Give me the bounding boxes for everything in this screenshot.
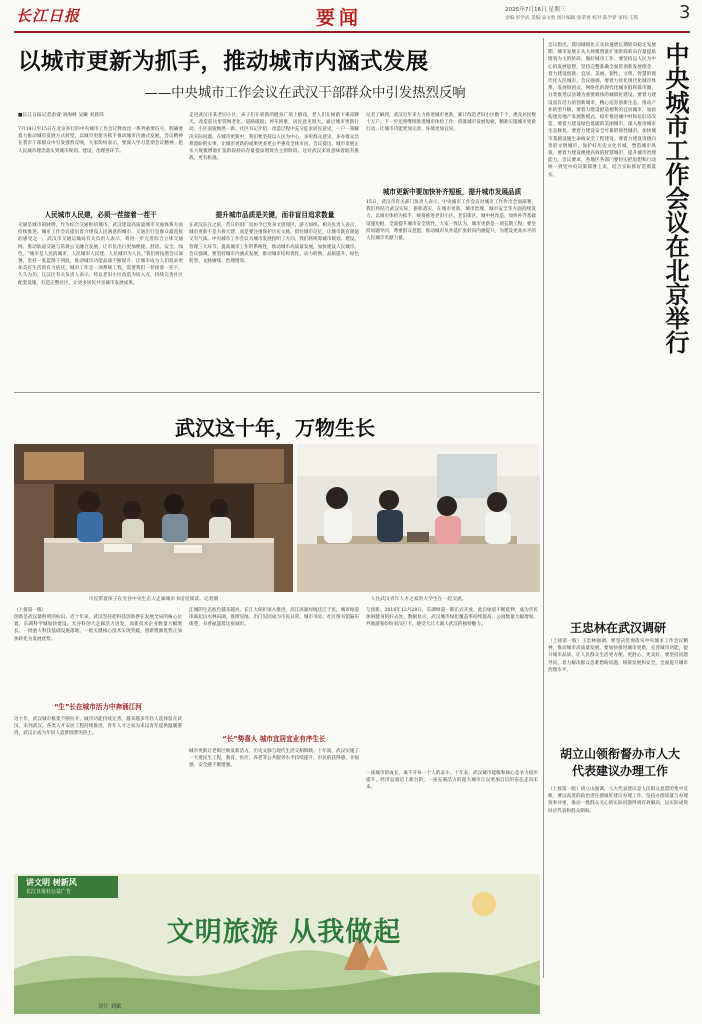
sidebar-item3-headline: 胡立山领衔督办市人大代表建议办理工作: [559, 747, 680, 778]
psa-banner: [14, 874, 540, 1014]
lead-col2-text2: 在武汉长江之滨，昔日的旧厂房如今已变身文创园区，游人如织。相关负责人表示，城市更新不是大拆大建，而是要注重保护历史文脉，留住城市记忆，让城市既有颜值又有气质。中央城市工作会议为城市发展指明了方向。我们将统筹城市规划、建设、管理三大环节，提高城市工作的系统性，推动城市高质量发展，加快建设人民城市。会议强调，要坚持城市内涵式发展，推动城市结构优化、动力转换、品质提升、绿色转型、文脉赓续、治理增效。: [189, 223, 359, 265]
psa-tag-sponsor: 长江日报社公益广告: [26, 889, 72, 895]
psa-tag-title: 讲文明 树新风: [26, 878, 77, 887]
lead-headline: 以城市更新为抓手，推动城市内涵式发展: [18, 49, 429, 75]
psa-credit: 设计 刘斌: [98, 1004, 122, 1010]
lead-subhead: ——中央城市工作会议在武汉干部群众中引发热烈反响: [144, 86, 466, 101]
lead-byline: ■长江日报记者余睿 刘海峰 吴曦 刘晨玮: [18, 113, 104, 118]
sidebar-item3-text: （上接第一版）胡立山强调，人大代表建议是人民群众意愿的集中反映，要以高度的政治责任感做好建议办理工作，坚持办理质量与办理效率并重，推动一批群众关心的实际问题得到有效解决，以实际成效回应代表和群众期盼。: [548, 787, 688, 814]
lead-col3-subhead: 城市更新中要加快补齐短板，提升城市发展品质: [382, 188, 522, 196]
page-number: 3: [679, 2, 691, 23]
feature-headline: 武汉这十年，万物生长: [175, 416, 375, 440]
photo-caption-right: 人住武汉青年人才之家的大学生在一起交流。: [370, 597, 467, 602]
editor-credits: 责编:彭学武 美编:宋文胜 图片编辑:张荣勇 校对:陈学梦 审校:王琪: [505, 16, 639, 21]
masthead-rule: [14, 31, 690, 33]
section-title: 要闻: [316, 7, 363, 29]
lead-col3-text: 记者了解到，武汉近年来大力推进城市更新，累计改造老旧小区数千个，惠及居民数十万户。下一步还将继续推进城市体检工作，找准城市发展短板，精准实施城市更新行动，让城市功能更加完善、环境更加宜居。: [366, 113, 536, 133]
masthead: [0, 0, 702, 32]
photo-youth-talent-house: [297, 444, 540, 592]
sidebar-item2-text: （上接第一版）王忠林强调，要坚决贯彻落实中央城市工作会议精神，推动城市高质量发展。要加快推进城市更新，完善城市功能，提升城市品质，让人民群众生活更方便、更舒心、更美好。要坚持问题导向，着力解决群众急难愁盼问题，统筹发展和安全，全面提升城市治理水平。: [548, 639, 688, 673]
sidebar-item2-headline: 王忠林在武汉调研: [569, 621, 666, 635]
lead-col1-text: 交通是城市的脉搏。作为综合交通枢纽城市，武汉建设高质量城市交通体系方面持续推进。城市工作会议提出着力建设人民满意的城市，交通出行是群众最直接的感受之一。武汉市交通运输局有关负责人表示，将进一步完善综合立体交通网，推动轨道交通与常规公交融合发展，让市民出行更加便捷、舒适、安全、绿色。“城市是人民的城市，人民城市人民建、人民城市为人民。”我们将按照会议部署，坚持一张蓝图干到底，推动城市功能品质不断提升，让城市成为人们追求更加美好生活的有力依托。城市工作是一项系统工程，需要我们一茬接着一茬干，久久为功。江汉区有关负责人表示，将以老旧小区改造为切入点，持续完善社区配套设施，打造完整社区，让更多居民共享城市发展成果。: [18, 223, 183, 286]
lead-col2-text: 走进武汉市某老旧小区，孩子们在崭新的健身广场上嬉戏，老人们在树荫下乘凉聊天。改造前这里管网老化、道路破损、停车困难，居民意见很大。通过城市更新行动，小区面貌焕然一新。社区书记介绍，改造过程中充分征求居民意见，一户一策解决实际问题。在城市更新中，我们要坚持以人民为中心，多听群众意见，多办群众急难愁盼的实事，让城市更新的成果更多更公平惠及全体市民。会议提出，城市发展正从大规模增量扩张阶段转向存量提质增效为主的阶段。这对武汉来说意味着既有挑战，更有机遇。: [189, 113, 359, 162]
photo-city-library: [14, 444, 293, 592]
sidebar-headline: 中央城市工作会议在北京举行: [661, 42, 689, 354]
issue-date: 2025年7月16日 星期三: [505, 7, 566, 13]
feature-col3-text2: 一座城市的成长，离不开每一个人的奋斗。十年来，武汉城市能级和核心竞争力稳步提升，经济总量迈上新台阶，一座充满活力的超大城市正以更加自信的姿态走向未来。: [366, 771, 538, 791]
feature-col2-subhead: “长”势喜人 城市宜居宜业有序生长: [222, 735, 326, 743]
lead-col3-text2: 15日，武汉市有关部门负责人表示，中央城市工作会议对城市工作作出全面部署，我们将结合武汉实际，狠抓落实，在城市更新、城市治理、城市安全等方面持续发力。以城市体检为抓手，统筹推进老旧小区、老旧街区、城中村改造，加快补齐基础设施短板，全面提升城市安全韧性。大家一致认为，城市更新是一项长期工程，要坚持问题导向，尊重群众意愿，推动城市从外延扩张转向内涵提升，为建设更高水平的人民城市贡献力量。: [366, 200, 536, 242]
feature-top-rule: [14, 392, 540, 393]
sidebar-divider: [543, 38, 544, 978]
feature-col1-text: 创新是武汉最鲜明的标识。近十年来，武汉坚持把科技创新摆在发展全局的核心位置，东湖科学城加快建设，光谷科创大走廊活力迸发，高新技术企业数量大幅增长。一批重大科技基础设施落地，一批关键核心技术实现突破，创新资源优势正加快转化为发展优势。: [14, 615, 182, 642]
feature-col1-text2: 这十年，武汉城市框架不断拉开，城市功能持续完善，越来越多年轻人选择留在武汉、来到武汉。各类人才安居工程持续推进，青年人才之家为来汉青年提供温暖港湾，武汉正成为年轻人追梦圆梦的热土。: [14, 717, 182, 737]
photo-caption-left: 市民带着孩子在光谷中央生态大走廊城市书房里阅读。记者摄: [88, 597, 219, 602]
feature-col3-text: 与创新。2016年12月28日，东湖绿道一期正式开放，此后绿道不断延伸，成为市民休闲健身的好去处。数据显示，武汉城市绿化覆盖率持续提高，公园数量大幅增加。外地游客纷纷来汉打卡，感受大江大湖大武汉的独特魅力。: [366, 608, 538, 628]
feature-col1-subhead: “生”长在城市活力中奔涌江河: [54, 703, 142, 711]
feature-col2-text2: 城市更新让老街区焕发新活力，历史文脉与现代生活交相辉映。十年间，武汉实施了一大批民生工程，教育、医疗、养老等公共服务水平持续提升，市民的获得感、幸福感、安全感不断增强。: [189, 749, 359, 769]
feature-dateline: （上接第一版）: [14, 608, 47, 613]
lead-intro: 7月14日至15日在北京举行的中央城市工作会议释放出一系列重要信号，明确要着力推动城市发展方式转型，以城市更新为抓手推动城市内涵式发展。会议精神在我市干部群众中引发强烈反响，大家纷纷表示，要深入学习贯彻会议精神，把人民城市理念落实到城市规划、建设、治理各环节。: [18, 127, 183, 154]
feature-col2-text: 江城的生态底色越来越亮。长江大保护深入推进，滨江滨湖岸线还江于民，城市绿道串联起山水林田湖，推窗见绿、出门见园成为市民日常。城市书房、社区图书馆遍布街巷，书香氤氲着这座城市。: [189, 608, 359, 628]
newspaper-logo: 长江日报: [16, 7, 81, 25]
psa-slogan: 文明旅游 从我做起: [166, 917, 402, 948]
lead-col2-subhead: 提升城市品质是关键，而非盲目追求数量: [215, 211, 335, 219]
lead-col1-subhead: 人民城市人民建，必须一茬接着一茬干: [44, 211, 157, 219]
sidebar-text: 会议指出，我国城镇化正从快速增长期转向稳定发展期，城市发展正从大规模增量扩张阶段转向存量提质增效为主的阶段。做好城市工作，要坚持以人民为中心的发展思想，坚持完整准确全面贯彻新发展理念，着力建设创新、宜居、美丽、韧性、文明、智慧的现代化人民城市。会议强调，要着力优化现代化城市体系，发展组团式、网络化的现代化城市群和都市圈，分类推进以县城为重要载体的城镇化建设。要着力建设富有活力的创新城市，精心培育创新生态，推动产业转型升级。要着力建设舒适便利的宜居城市，加快构建房地产发展新模式，稳步推进城中村和危旧房改造。要着力建设绿色低碳的美丽城市，深入推进城市生态修复。要着力建设安全可靠的韧性城市，加快城市基础设施生命线安全工程建设。要着力建设崇德向善的文明城市，保护好历史文化名城，塑造城市风貌。要着力建设便捷高效的智慧城市，提升城市治理能力。会议要求，各地区各部门要切实把思想和行动统一到党中央决策部署上来，结合实际抓好贯彻落实。: [548, 43, 656, 178]
